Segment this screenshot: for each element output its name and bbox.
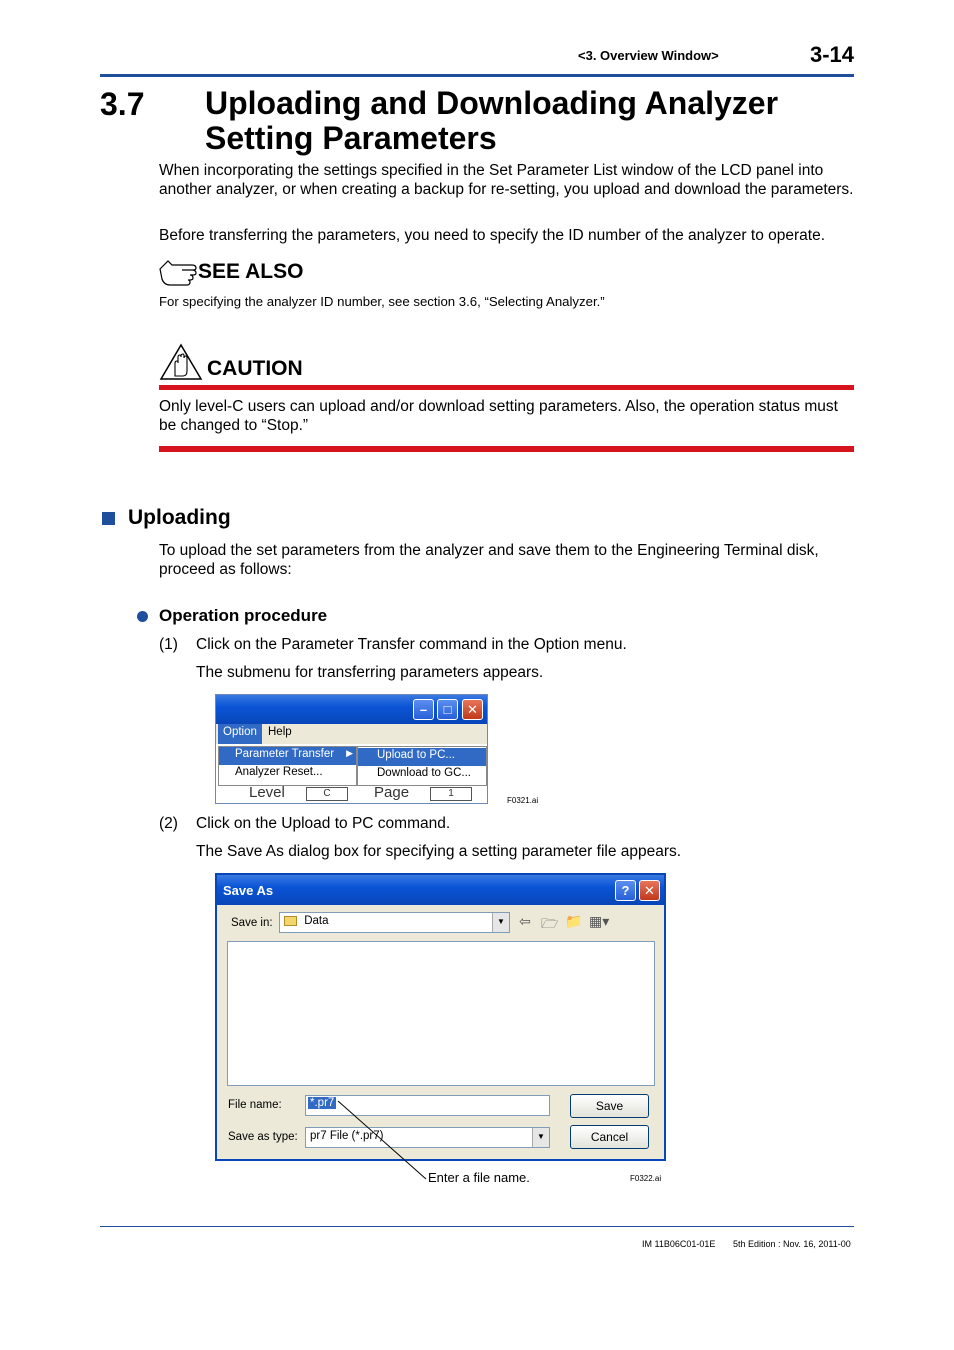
- save-in-label: Save in:: [231, 917, 273, 929]
- caution-hand-icon: [159, 343, 203, 381]
- menu-item-analyzer-reset[interactable]: Analyzer Reset...: [235, 766, 323, 778]
- callout-line: [330, 1095, 430, 1185]
- caution-bottom-bar: [159, 446, 854, 452]
- option-dropdown: [218, 746, 357, 786]
- figure-1-label: F0321.ai: [507, 796, 539, 805]
- parameter-transfer-label: Parameter Transfer: [235, 748, 335, 760]
- see-also-text: For specifying the analyzer ID number, see section 3.6, “Selecting Analyzer.”: [159, 294, 605, 309]
- menu-item-parameter-transfer[interactable]: [219, 747, 356, 765]
- menu-option[interactable]: Option: [218, 724, 262, 744]
- caution-text: Only level-C users can upload and/or download setting parameters. Also, the operation status must be changed to “Stop.”: [159, 398, 838, 434]
- uploading-heading: Uploading: [128, 506, 231, 529]
- save-as-type-label: Save as type:: [228, 1131, 298, 1143]
- footer-edition: 5th Edition : Nov. 16, 2011-00: [733, 1239, 851, 1249]
- step-2-number: (2): [159, 815, 178, 832]
- step-1-number: (1): [159, 636, 178, 653]
- callout-text: Enter a file name.: [428, 1170, 530, 1185]
- save-button[interactable]: Save: [570, 1094, 649, 1118]
- step-1-text: Click on the Parameter Transfer command in the Option menu.: [196, 636, 627, 653]
- menu-item-upload-to-pc[interactable]: Upload to PC...: [358, 748, 486, 766]
- save-in-combo[interactable]: [279, 912, 510, 933]
- bullet-dot-icon: [137, 611, 148, 622]
- submenu-arrow-icon: ▶: [346, 748, 353, 758]
- close-icon[interactable]: ✕: [639, 880, 660, 901]
- procedure-heading: Operation procedure: [159, 606, 328, 625]
- section-number: 3.7: [100, 86, 145, 122]
- maximize-icon[interactable]: □: [437, 699, 458, 720]
- pointing-hand-icon: [158, 257, 200, 287]
- uploading-text: To upload the set parameters from the analyzer and save them to the Engineering Terminal disk, proceed as follows:: [159, 542, 819, 578]
- save-in-value: Data: [304, 915, 329, 927]
- minimize-icon[interactable]: –: [413, 699, 434, 720]
- window-titlebar: [216, 695, 487, 724]
- level-page-row: [218, 786, 486, 803]
- step-2-note: The Save As dialog box for specifying a setting parameter file appears.: [196, 843, 682, 860]
- back-arrow-icon[interactable]: ⇦: [519, 913, 531, 929]
- intro-paragraph-1: When incorporating the settings specified in the Set Parameter List window of the LCD panel into another analyzer, or when creating a backup for re-setting, you upload and download the parameters.: [159, 162, 854, 198]
- up-folder-icon[interactable]: 🗁: [541, 915, 559, 931]
- view-menu-icon[interactable]: ▦▾: [589, 913, 610, 929]
- file-name-label: File name:: [228, 1099, 282, 1111]
- parameter-transfer-submenu: [357, 746, 487, 786]
- menu-help[interactable]: Help: [268, 726, 292, 738]
- help-icon[interactable]: ?: [615, 880, 636, 901]
- new-folder-icon[interactable]: 📁: [565, 913, 583, 929]
- file-name-value: *.pr7: [310, 1097, 335, 1109]
- dialog-titlebar: [217, 875, 664, 905]
- footer-rule: [100, 1226, 854, 1227]
- header-rule: [100, 74, 854, 77]
- folder-icon: [284, 916, 297, 926]
- level-value: C: [306, 787, 348, 801]
- menu-bar: [216, 724, 487, 744]
- chevron-down-icon[interactable]: ▼: [492, 913, 509, 932]
- step-2-text: Click on the Upload to PC command.: [196, 815, 451, 832]
- chevron-down-icon[interactable]: ▼: [532, 1128, 549, 1147]
- page-label: Page: [374, 784, 410, 801]
- figure-2-label: F0322.ai: [630, 1174, 662, 1183]
- menu-item-download-to-gc[interactable]: Download to GC...: [377, 767, 471, 779]
- page-value: 1: [430, 787, 472, 801]
- save-as-type-value: pr7 File (*.pr7): [310, 1130, 384, 1142]
- save-as-dialog: [215, 873, 666, 1161]
- section-square-icon: [102, 512, 115, 525]
- caution-top-bar: [159, 385, 854, 390]
- page-number: 3-14: [810, 42, 855, 67]
- footer-doc-number: IM 11B06C01-01E: [642, 1239, 716, 1249]
- header-section: <3. Overview Window>: [578, 48, 719, 63]
- cancel-button[interactable]: Cancel: [570, 1125, 649, 1149]
- step-1-note: The submenu for transferring parameters appears.: [196, 664, 544, 681]
- file-list[interactable]: [227, 941, 655, 1086]
- dialog-title: Save As: [223, 883, 274, 898]
- caution-title: CAUTION: [207, 357, 303, 380]
- see-also-title: SEE ALSO: [198, 260, 304, 283]
- level-label: Level: [249, 784, 285, 801]
- close-icon[interactable]: ✕: [462, 699, 483, 720]
- section-title: Uploading and Downloading Analyzer Setting Parameters: [205, 85, 779, 156]
- intro-paragraph-2: Before transferring the parameters, you need to specify the ID number of the analyzer to operate.: [159, 227, 826, 244]
- option-menu-screenshot: [215, 694, 488, 804]
